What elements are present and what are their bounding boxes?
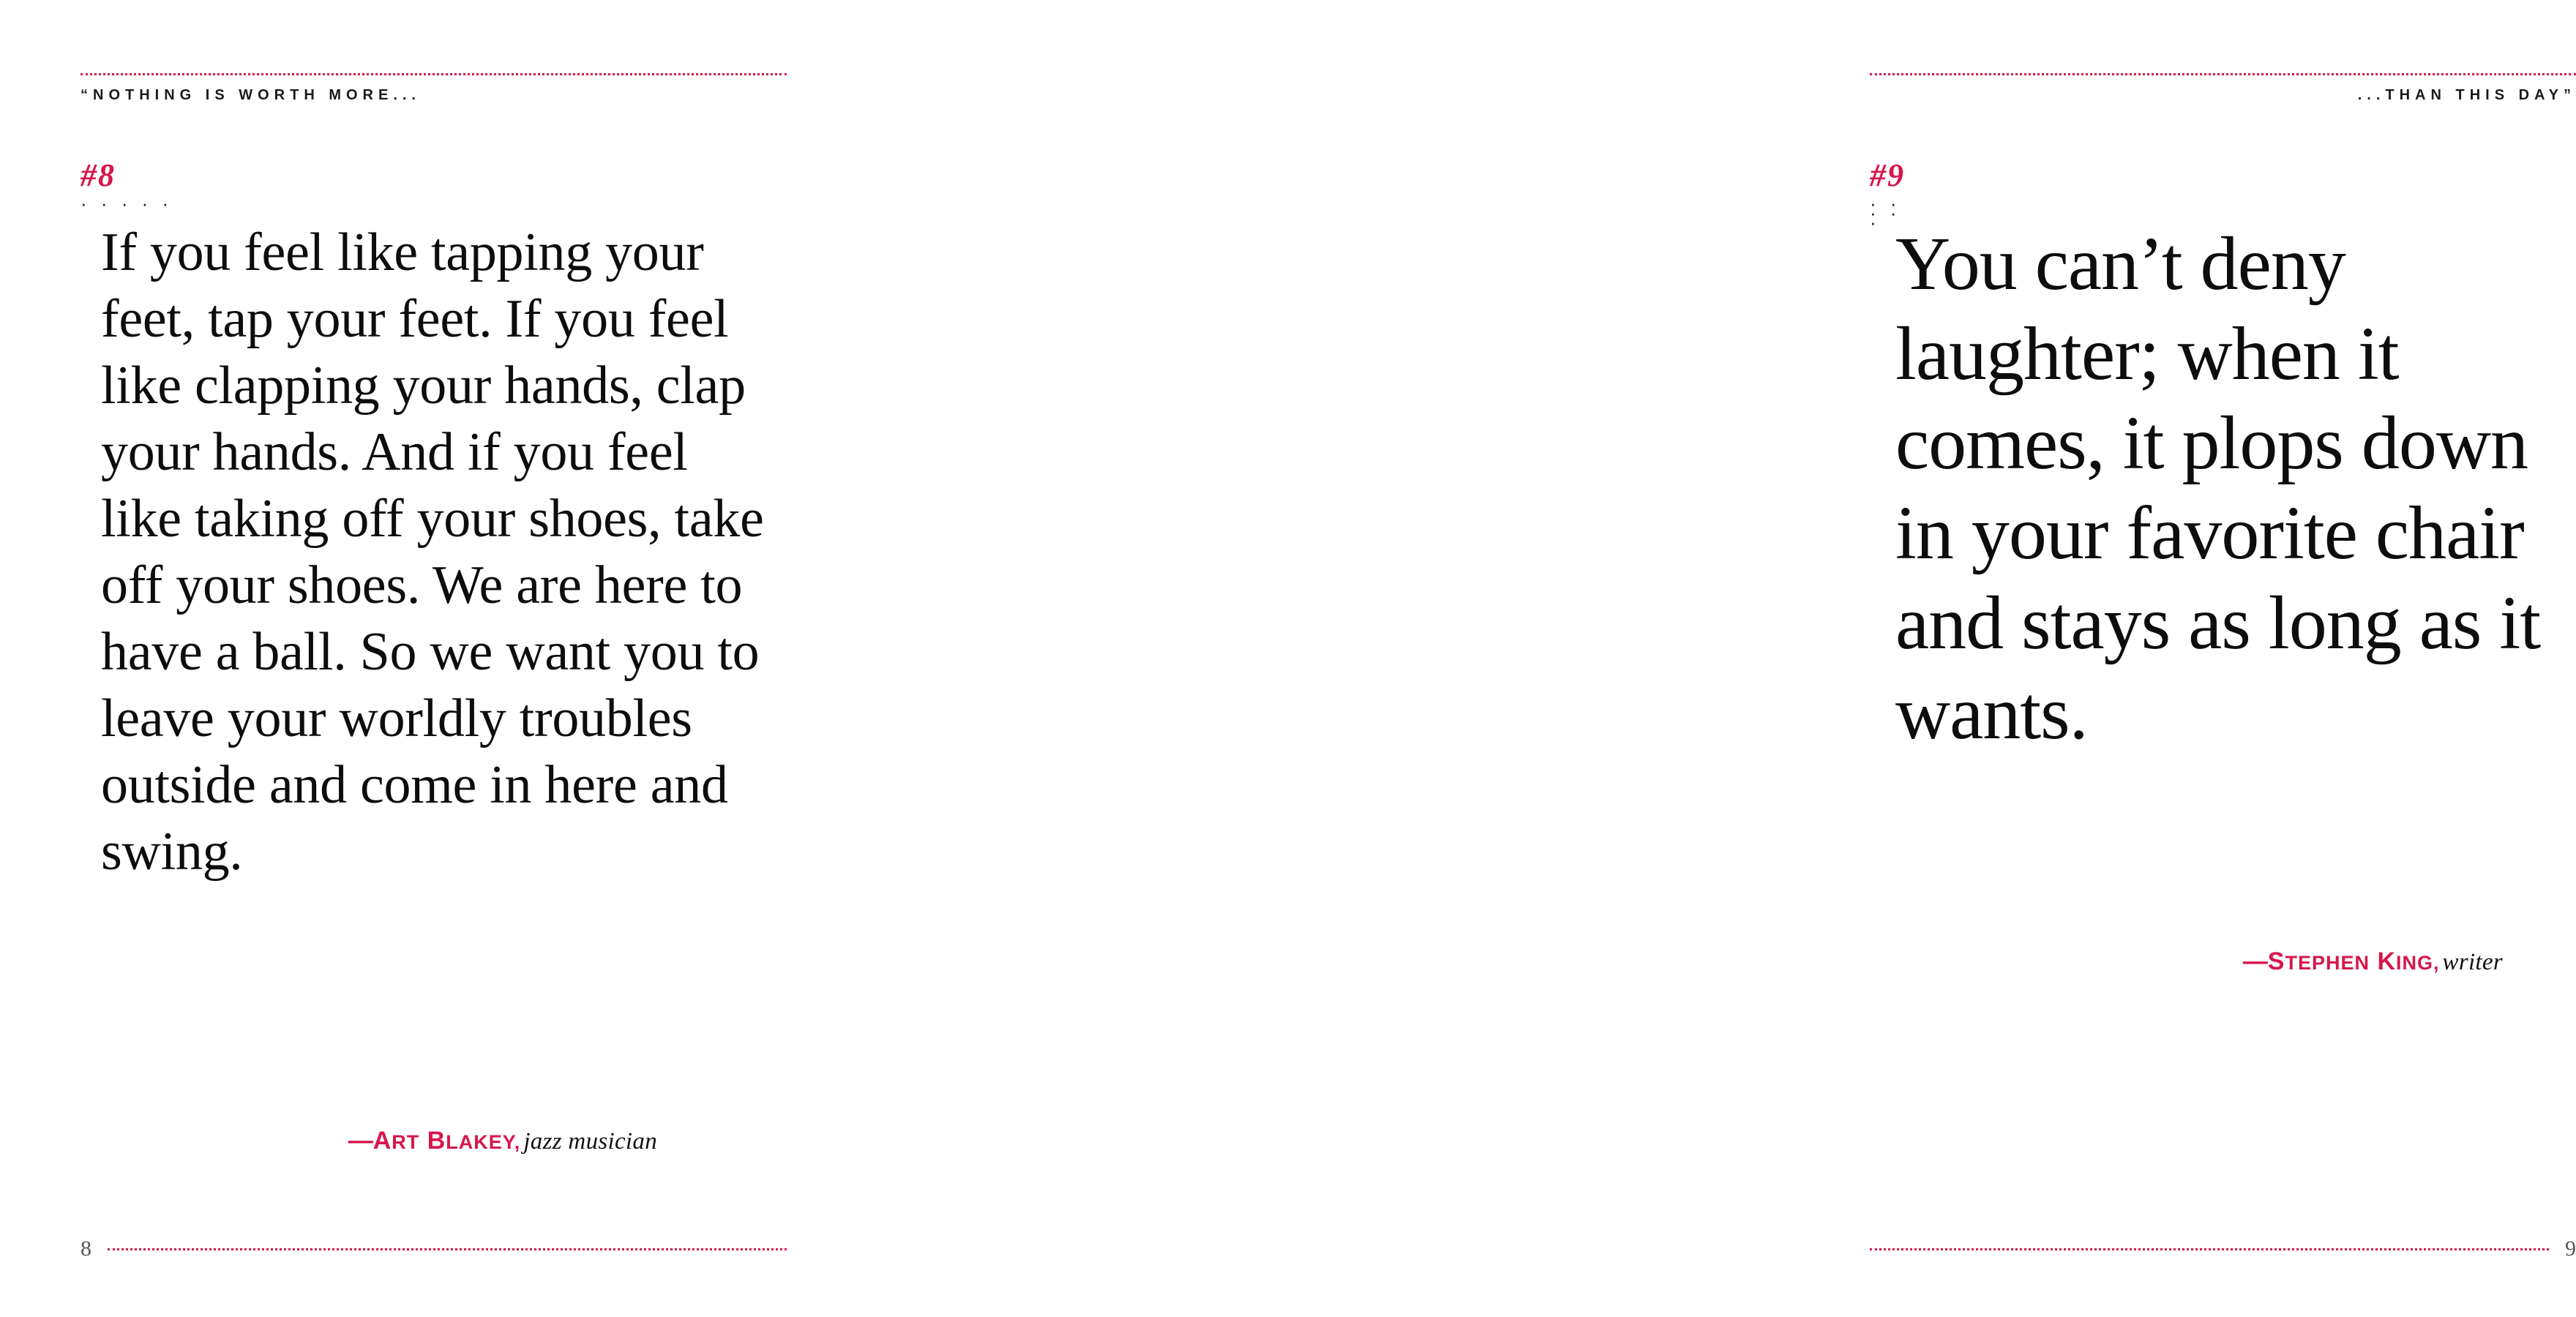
attribution-dash-left: —	[348, 1127, 373, 1155]
attribution-left	[101, 1127, 657, 1155]
left-page-header	[80, 73, 787, 104]
quote-number-block-right	[1870, 157, 1905, 233]
page-right	[878, 0, 2576, 1317]
footer-right	[1870, 1238, 2576, 1260]
quote-text-left: If you feel like tapping your feet, tap your feet. If you feel like clapping your hands, clap your hands. And if you feel like taking off your shoes, take off your shoes. We are here to have a ball. So we want you to leave your worldly troubles outside and come in here and swing.	[101, 222, 764, 882]
folio-right: 9	[2565, 1237, 2576, 1261]
attribution-name-left: ART BLAKEY,	[372, 1127, 521, 1155]
attribution-dash-right: —	[2242, 948, 2268, 975]
quote-text-right: You can’t deny laughter; when it comes, it plops down in your favorite chair and stays as long as it wants.	[1895, 222, 2541, 755]
folio-left: 8	[80, 1237, 91, 1261]
attribution-role-right: writer	[2442, 949, 2503, 975]
header-dotted-rule	[80, 73, 787, 75]
right-page-header	[1870, 73, 2576, 104]
quote-number-left: #8	[80, 157, 116, 193]
running-head-left: “NOTHING IS WORTH MORE...	[80, 87, 421, 103]
footer-left	[80, 1238, 787, 1260]
quote-number-block-left	[80, 157, 173, 214]
quote-number-dots-left: · · · · ·	[80, 192, 173, 214]
header-dotted-rule	[1870, 73, 2576, 75]
attribution-right	[1895, 948, 2503, 976]
page-left	[0, 0, 878, 1317]
quote-number-dots-right: · · · · ·	[1870, 192, 1901, 233]
attribution-name-right: STEPHEN KING,	[2267, 948, 2440, 975]
running-head-right: ...THAN THIS DAY”	[2357, 87, 2576, 103]
footer-dotted-rule-right	[1870, 1248, 2549, 1250]
footer-dotted-rule-left	[108, 1248, 787, 1250]
quote-number-right: #9	[1870, 157, 1905, 193]
attribution-role-left: jazz musician	[523, 1128, 657, 1155]
